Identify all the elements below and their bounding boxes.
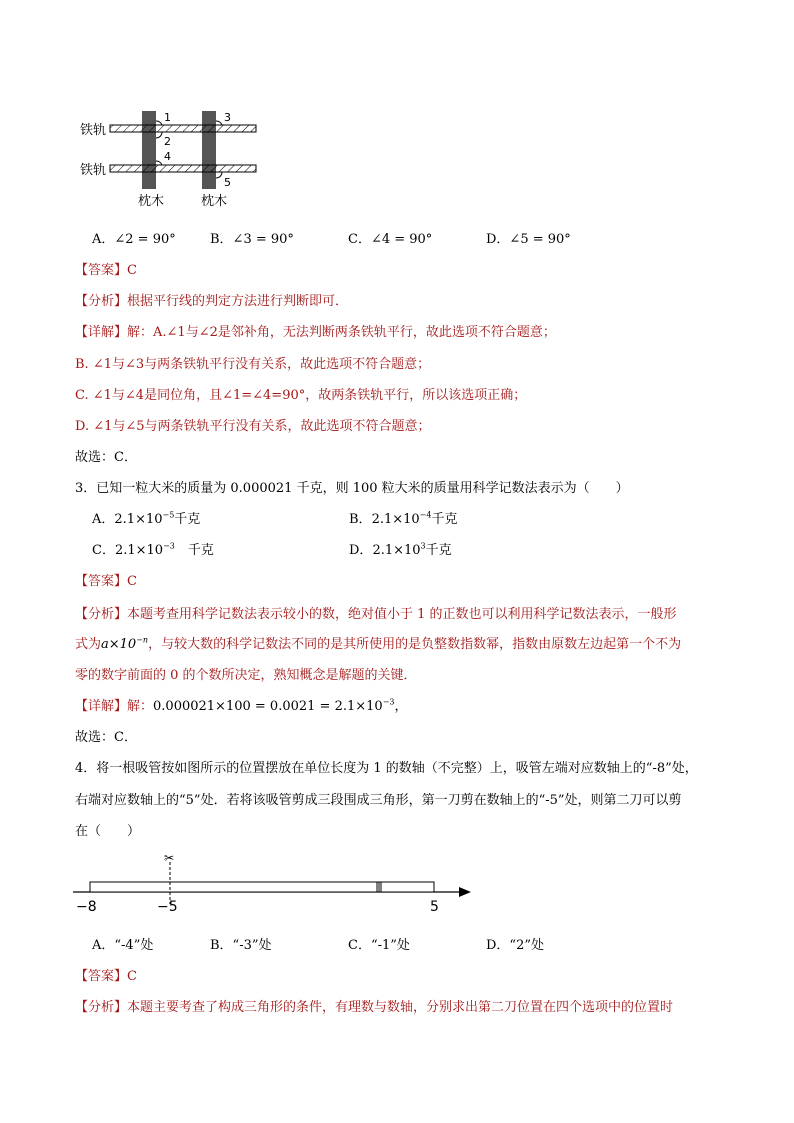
q4-option-d[interactable]: D．“2”处 (486, 938, 544, 953)
rail-bottom (110, 165, 256, 172)
q2-detail-line-4: D. ∠1与∠5与两条铁轨平行没有关系，故此选项不符合题意； (75, 419, 431, 434)
angle-label-5: 5 (224, 176, 231, 189)
angle-1-arc (156, 121, 162, 125)
q3-answer (75, 570, 137, 589)
q3-answer-tag: 【答案】 (75, 574, 128, 589)
q4-stem-line-3: 在（ ） (75, 824, 141, 839)
q2-choose: 故选：C． (75, 450, 137, 465)
sleeper-label-right: 枕木 (201, 194, 228, 209)
q3-option-a-unit: 千克 (174, 512, 201, 527)
q3-detail-tag: 【详解】 (75, 699, 128, 714)
q3-stem: 3．已知一粒大米的质量为 0.000021 千克，则 100 粒大米的质量用科学记数法表示为（ ） (75, 481, 629, 496)
q3-option-d-unit: 千克 (425, 543, 452, 558)
angle-label-1: 1 (164, 111, 171, 124)
sleeper-right (202, 111, 216, 189)
q4-option-c[interactable]: C．“-1”处 (348, 938, 410, 953)
q3-option-c-exp: −3 (163, 541, 175, 551)
q2-detail-tag: 【详解】 (75, 325, 128, 340)
q3-analysis-line-2-text: 式为$a\times 10^{-n}$，与较大数的科学记数法不同的是其所使用的是负整数指数幂，指数由原数左边起第一个不为 (75, 635, 682, 652)
q2-answer-tag: 【答案】 (75, 263, 128, 278)
q4-option-a[interactable]: A．“-4”处 (92, 938, 154, 953)
q3-analysis-tag: 【分析】 (75, 607, 128, 622)
q2-detail-line-2: B. ∠1与∠3与两条铁轨平行没有关系，故此选项不符合题意； (75, 357, 431, 372)
q3-option-d[interactable] (349, 539, 452, 558)
angle-label-2: 2 (164, 135, 171, 148)
sleeper-label-left: 枕木 (138, 194, 165, 209)
q3-option-a-prefix: A． (92, 512, 115, 527)
q3-analysis-line-1: 本题考查用科学记数法表示较小的数，绝对值小于 1 的正数也可以利用科学记数法表示，一般形 (127, 607, 677, 622)
q2-analysis (75, 290, 348, 309)
q3-choose: 故选：C． (75, 730, 137, 745)
q3-option-d-base: 2.1×10 (372, 543, 421, 558)
angle-4-arc (156, 161, 162, 165)
q2-option-a[interactable]: A．∠2 = 90° (92, 232, 176, 247)
rail-label-top: 铁轨 (80, 123, 107, 138)
q4-answer-value: C (127, 969, 137, 984)
angle-label-4: 4 (164, 150, 171, 163)
scissors-icon: ✂ (164, 851, 175, 865)
q3-detail-exp: −3 (382, 697, 395, 707)
q3-option-b-prefix: B． (349, 512, 372, 527)
q3-option-c-base: 2.1×10 (114, 543, 164, 558)
q3-option-b-base: 2.1×10 (371, 512, 420, 527)
rail-top (110, 125, 256, 132)
q3-analysis-formula-exp: −n (136, 635, 149, 645)
q2-option-d[interactable]: D．∠5 = 90° (486, 232, 571, 247)
q3-option-a-base: 2.1×10 (114, 512, 163, 527)
axis-label-neg5: −5 (157, 899, 178, 915)
q3-option-b-exp: −4 (419, 510, 432, 520)
q2-option-c[interactable]: C．∠4 = 90° (348, 232, 433, 247)
straw (90, 882, 434, 892)
rail-label-bottom: 铁轨 (80, 163, 107, 178)
q4-answer (75, 965, 137, 984)
angle-3-arc (216, 121, 222, 125)
q3-detail (75, 695, 408, 714)
q4-analysis (75, 996, 673, 1015)
rail-sleeper-figure (70, 100, 290, 215)
q4-option-b[interactable]: B．“-3”处 (210, 938, 272, 953)
angle-2-arc (156, 132, 162, 138)
number-line-figure (68, 848, 478, 918)
q3-option-c[interactable] (92, 539, 214, 558)
q3-analysis-line-3: 零的数字前面的 0 的个数所决定，熟知概念是解题的关键． (75, 668, 417, 683)
axis-label-5: 5 (430, 899, 439, 915)
q3-detail-math: 0.000021×100 = 0.0021 = 2.1×10 (153, 699, 383, 714)
q3-analysis-line-2 (75, 633, 681, 652)
q3-option-d-prefix: D． (349, 543, 373, 558)
axis-label-neg8: −8 (76, 899, 97, 915)
q3-option-b[interactable] (349, 508, 457, 527)
q3-option-d-exp: 3 (420, 541, 426, 551)
q4-analysis-tag: 【分析】 (75, 1000, 128, 1015)
q2-answer (75, 259, 137, 278)
q4-analysis-text: 本题主要考查了构成三角形的条件，有理数与数轴，分别求出第二刀位置在四个选项中的位置时 (127, 1000, 674, 1015)
angle-5-arc (216, 172, 222, 178)
q3-option-c-unit: 千克 (174, 543, 214, 558)
q2-answer-value: C (127, 263, 137, 278)
q4-stem-line-1: 4．将一根吸管按如图所示的位置摆放在单位长度为 1 的数轴（不完整）上，吸管左端对应数轴上的“-8”处， (75, 761, 698, 776)
q3-option-a[interactable] (92, 508, 200, 527)
q2-analysis-text: 根据平行线的判定方法进行判断即可． (127, 294, 349, 309)
q3-detail-prefix: 解： (127, 699, 154, 714)
q3-analysis (75, 603, 677, 622)
q2-option-b[interactable]: B．∠3 = 90° (210, 232, 294, 247)
q3-option-a-exp: −5 (162, 510, 175, 520)
q2-detail (75, 321, 556, 340)
angle-label-3: 3 (224, 111, 231, 124)
q4-answer-tag: 【答案】 (75, 969, 128, 984)
q4-stem-line-2: 右端对应数轴上的“5”处．若将该吸管剪成三段围成三角形，第一刀剪在数轴上的“-5”处，则第二刀可以剪 (75, 793, 682, 808)
q3-option-b-unit: 千克 (431, 512, 458, 527)
q3-analysis-formula: $a\times 10^{-n}$ (101, 635, 149, 652)
q3-answer-value: C (127, 574, 137, 589)
q2-detail-line-1: 解：A.∠1与∠2是邻补角，无法判断两条铁轨平行，故此选项不符合题意； (127, 325, 556, 340)
number-line-arrow (459, 887, 471, 897)
q3-detail-suffix: ， (394, 699, 408, 714)
q2-analysis-tag: 【分析】 (75, 294, 128, 309)
sleeper-left (142, 111, 156, 189)
q3-option-c-prefix: C． (92, 543, 115, 558)
q2-detail-line-3: C. ∠1与∠4是同位角，且∠1=∠4=90°，故两条铁轨平行，所以该选项正确； (75, 388, 527, 403)
